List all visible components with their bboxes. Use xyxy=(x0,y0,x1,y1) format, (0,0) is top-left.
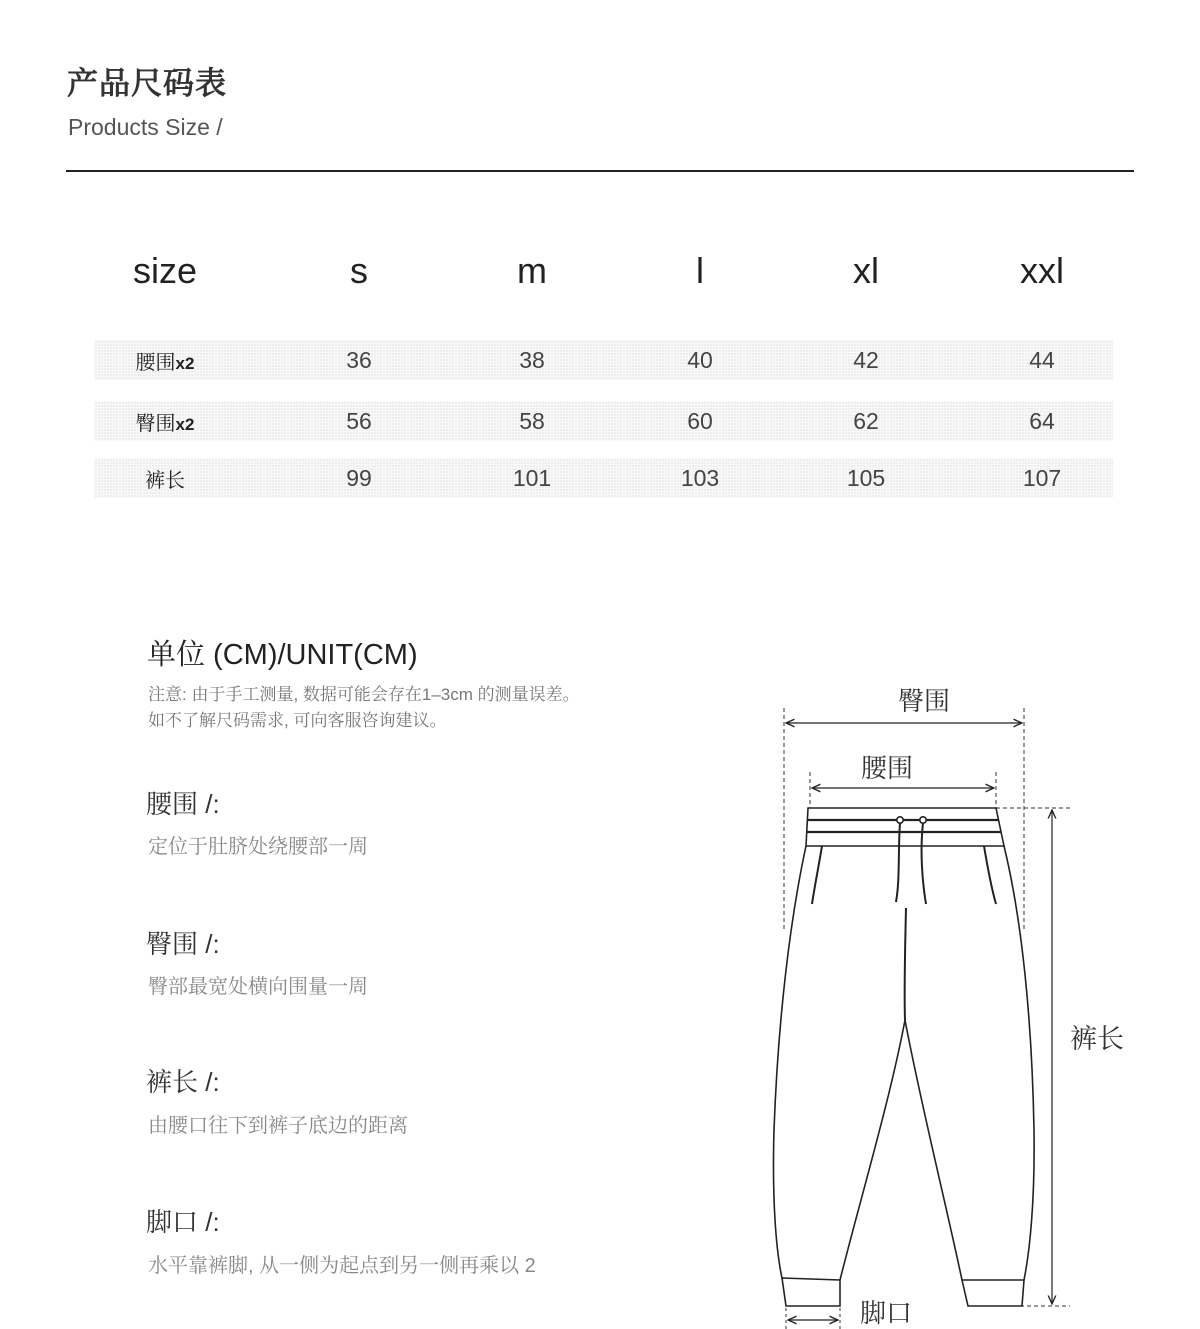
pants-outline xyxy=(773,808,1034,1306)
size-table-header xyxy=(94,248,1113,298)
table-cell: 62 xyxy=(853,407,879,434)
length-label: 裤长 xyxy=(1070,1024,1124,1055)
cuff-description: 水平靠裤脚, 从一侧为起点到另一侧再乘以 2 xyxy=(148,1255,536,1277)
table-cell: 44 xyxy=(1029,346,1055,373)
table-row xyxy=(94,340,1113,380)
hip-title: 臀围 /: xyxy=(146,929,220,959)
table-cell: 38 xyxy=(519,346,545,373)
row-label: 裤长 xyxy=(145,469,185,492)
row-label: 臀围x2 xyxy=(135,412,195,435)
table-cell: 42 xyxy=(853,346,879,373)
column-header-size: size xyxy=(132,250,198,291)
waist-label: 腰围 xyxy=(860,754,914,784)
hip-label: 臀围 xyxy=(897,687,951,717)
column-header-m: m xyxy=(517,250,547,291)
table-cell: 56 xyxy=(346,407,372,434)
table-row xyxy=(94,458,1113,498)
table-cell: 64 xyxy=(1029,407,1055,434)
column-header-l: l xyxy=(696,250,704,291)
table-cell: 99 xyxy=(346,464,372,491)
cuff-title: 脚口 /: xyxy=(146,1207,220,1237)
table-cell: 36 xyxy=(346,346,372,373)
table-cell: 101 xyxy=(512,464,552,491)
page-title: 产品尺码表 xyxy=(67,66,227,101)
column-header-xxl: xxl xyxy=(1020,250,1064,291)
measurement-note: 注意: 由于手工测量, 数据可能会存在1–3cm 的测量误差。 xyxy=(148,685,580,704)
table-cell: 103 xyxy=(680,464,720,491)
cuff-label: 脚口 xyxy=(859,1299,913,1329)
hip-description: 臀部最宽处横向围量一周 xyxy=(148,976,368,998)
page-subtitle: Products Size / xyxy=(68,114,223,140)
cuff-dimension xyxy=(786,1308,840,1329)
table-cell: 107 xyxy=(1022,464,1062,491)
pants-diagram xyxy=(760,680,1160,1329)
length-dimension xyxy=(996,808,1070,1306)
waist-description: 定位于肚脐处绕腰部一周 xyxy=(148,836,368,858)
column-header-s: s xyxy=(350,250,368,291)
table-cell: 58 xyxy=(519,407,545,434)
header-divider xyxy=(66,170,1134,172)
consult-note: 如不了解尺码需求, 可向客服咨询建议。 xyxy=(148,711,447,730)
table-row xyxy=(94,401,1113,441)
table-cell: 40 xyxy=(687,346,713,373)
row-label: 腰围x2 xyxy=(135,351,195,374)
column-header-xl: xl xyxy=(853,250,879,291)
table-cell: 105 xyxy=(846,464,886,491)
length-title: 裤长 /: xyxy=(146,1067,220,1097)
waist-title: 腰围 /: xyxy=(146,789,220,819)
table-cell: 60 xyxy=(687,407,713,434)
unit-title: 单位 (CM)/UNIT(CM) xyxy=(147,639,418,671)
length-description: 由腰口往下到裤子底边的距离 xyxy=(148,1115,408,1137)
